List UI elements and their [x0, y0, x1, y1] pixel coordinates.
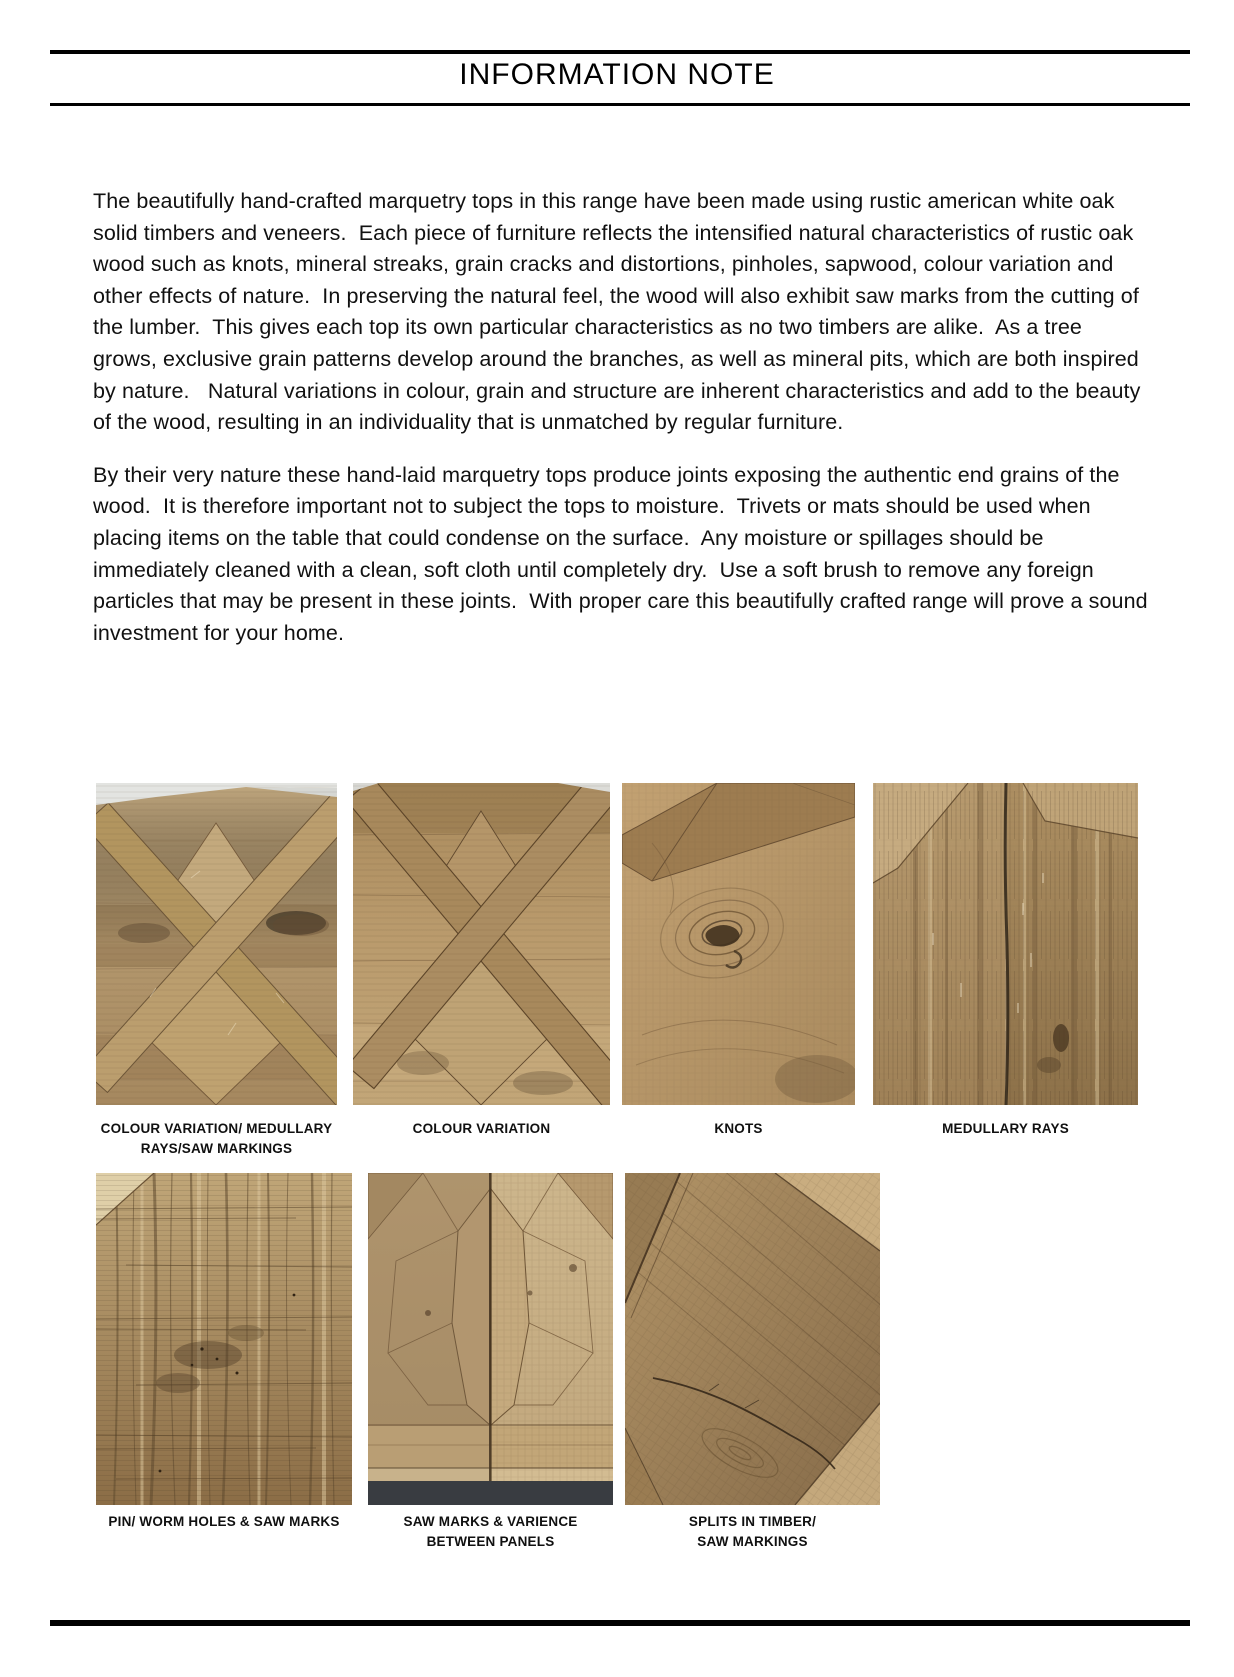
wood-photo-colour-variation	[353, 783, 610, 1105]
caption-colour-variation	[343, 1119, 620, 1139]
footer-rule	[50, 1620, 1190, 1626]
caption-line: KNOTS	[714, 1121, 763, 1136]
caption-line: MEDULLARY RAYS	[942, 1121, 1069, 1136]
caption-line: BETWEEN PANELS	[426, 1534, 555, 1549]
caption-line: COLOUR VARIATION	[412, 1121, 551, 1136]
wood-photo-saw-marks-varience-between-panels	[368, 1173, 613, 1505]
body-text	[93, 186, 1154, 670]
paragraph-2: By their very nature these hand-laid marquetry tops produce joints exposing the authentic end grains of the wood. It is therefore important not to subject the tops to moisture. Trivets or mats should be used when placing items on the table that could condense on the surface. Any moisture or spillages should be immediately cleaned with a clean, soft cloth until completely dry. Use a soft brush to remove any foreign particles that may be present in these joints. With proper care this beautifully crafted range will prove a sound investment for your home.	[93, 462, 1154, 645]
caption-line: SAW MARKINGS	[697, 1534, 808, 1549]
wood-photo-pin-worm-holes-saw-marks	[96, 1173, 352, 1505]
wood-photo-knots	[622, 783, 855, 1105]
caption-splits-in-timber	[615, 1512, 890, 1552]
paragraph-1: The beautifully hand-crafted marquetry tops in this range have been made using rustic american white oak solid timbers and veneers. Each piece of furniture reflects the intensified natural characteristics of rustic oak wood such as knots, mineral streaks, grain cracks and distortions, pinholes, sapwood, colour variation and other effects of nature. In preserving the natural feel, the wood will also exhibit saw marks from the cutting of the lumber. This gives each top its own particular characteristics as no two timbers are alike. As a tree grows, exclusive grain patterns develop around the branches, as well as mineral pits, which are both inspired by nature. Natural variations in colour, grain and structure are inherent characteristics and add to the beauty of the wood, resulting in an individuality that is unmatched by regular furniture.	[93, 189, 1147, 435]
caption-line: PIN/ WORM HOLES & SAW MARKS	[108, 1514, 340, 1529]
caption-line: COLOUR VARIATION/ MEDULLARY	[100, 1121, 333, 1136]
header-bottom-rule	[50, 103, 1190, 106]
wood-photo-splits-in-timber	[625, 1173, 880, 1505]
caption-pin-worm-holes-saw-marks	[86, 1512, 362, 1532]
page-title: INFORMATION NOTE	[459, 58, 775, 91]
header-top-rule	[50, 50, 1190, 54]
caption-line: SAW MARKS & VARIENCE	[403, 1514, 578, 1529]
wood-photo-colour-variation-medullary-rays	[96, 783, 337, 1105]
caption-line: SPLITS IN TIMBER/	[688, 1514, 817, 1529]
caption-medullary-rays	[863, 1119, 1148, 1139]
caption-knots	[612, 1119, 865, 1139]
caption-colour-variation-medullary-rays	[86, 1119, 347, 1159]
caption-saw-marks-varience	[358, 1512, 623, 1552]
caption-line: RAYS/SAW MARKINGS	[140, 1141, 293, 1156]
wood-photo-medullary-rays	[873, 783, 1138, 1105]
